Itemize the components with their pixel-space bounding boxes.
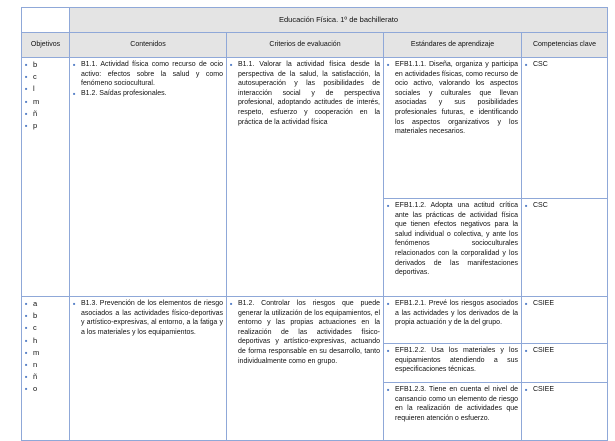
objetivos-cell xyxy=(22,58,70,297)
contenidos-cell xyxy=(70,297,227,441)
competencia-list xyxy=(525,346,604,356)
criterio-list xyxy=(230,60,380,127)
list-item: ■ B1.3. Prevención de los elementos de riesgo asociados a las actividades físico-deportivas y artístico-expresivas, al entorno, a la fatiga y a los materiales y los equipamientos. xyxy=(73,299,223,337)
list-item: ■ h xyxy=(25,336,66,346)
competencia-list xyxy=(525,299,604,309)
competencia-text: ■ CSIEE xyxy=(525,299,604,309)
list-item: ■ o xyxy=(25,384,66,394)
list-item: ■ c xyxy=(25,323,66,333)
criterio-text: ■ B1.1. Valorar la actividad física desde la perspectiva de la salud, la satisfacción, la autosuperación y las posibilidades de interacción social y de perspectiva profesional, adoptando actitudes de interés, respeto, esfuerzo y cooperación en la práctica de la actividad física xyxy=(230,60,380,127)
competencia-text: ■ CSC xyxy=(525,60,604,70)
competencia-list xyxy=(525,385,604,395)
list-item: ■ p xyxy=(25,121,66,131)
competencia-cell xyxy=(522,297,608,344)
estandar-cell xyxy=(384,344,522,383)
criterio-cell xyxy=(227,58,384,297)
objetivos-cell xyxy=(22,297,70,441)
criterio-cell xyxy=(227,297,384,441)
list-item: ■ B1.1. Actividad física como recurso de ocio activo: efectos sobre la salud y como fenómeno sociocultural. xyxy=(73,60,223,89)
header-objetivos: Objetivos xyxy=(22,33,70,58)
contenidos-list xyxy=(73,60,223,98)
list-item: ■ b xyxy=(25,60,66,70)
objetivos-list xyxy=(25,60,66,131)
estandar-cell xyxy=(384,58,522,199)
estandar-list xyxy=(387,385,518,423)
estandar-text: ■ EFB1.2.2. Usa los materiales y los equipamientos atendiendo a sus especificaciones técnicas. xyxy=(387,346,518,375)
table-row xyxy=(22,58,608,199)
table-row xyxy=(22,297,608,344)
list-item: ■ ñ xyxy=(25,109,66,119)
criterio-text: ■ B1.2. Controlar los riesgos que puede generar la utilización de los equipamientos, el entorno y las propias actuaciones en la realización de las actividades físico-deportivas y artístico-expresivas, actuando de forma responsable en su desarrollo, tanto individualmente como en grupo. xyxy=(230,299,380,366)
empty-corner-cell xyxy=(22,8,70,33)
competencia-cell xyxy=(522,199,608,297)
estandar-cell xyxy=(384,199,522,297)
competencia-cell xyxy=(522,58,608,199)
estandar-list xyxy=(387,299,518,328)
competencia-text: ■ CSC xyxy=(525,201,604,211)
estandar-text: ■ EFB1.1.1. Diseña, organiza y participa en actividades físicas, como recurso de ocio activo, valorando los aspectos sociales y culturales que llevan asociadas y sus posibilidades profesionales futuras, e identificando los aspectos organizativos y los materiales necesarios. xyxy=(387,60,518,137)
estandar-text: ■ EFB1.2.3. Tiene en cuenta el nivel de cansancio como un elemento de riesgo en la realización de actividades que requieren atención o esfuerzo. xyxy=(387,385,518,423)
competencia-list xyxy=(525,60,604,70)
list-item: ■ ñ xyxy=(25,372,66,382)
contenidos-cell xyxy=(70,58,227,297)
list-item: ■ l xyxy=(25,84,66,94)
list-item: ■ c xyxy=(25,72,66,82)
estandar-list xyxy=(387,346,518,375)
contenidos-list xyxy=(73,299,223,337)
header-contenidos: Contenidos xyxy=(70,33,227,58)
header-criterios: Criterios de evaluación xyxy=(227,33,384,58)
estandar-cell xyxy=(384,383,522,441)
estandar-list xyxy=(387,201,518,278)
list-item: ■ n xyxy=(25,360,66,370)
curriculum-table-wrapper xyxy=(21,7,608,441)
competencia-text: ■ CSIEE xyxy=(525,385,604,395)
list-item: ■ m xyxy=(25,97,66,107)
objetivos-list xyxy=(25,299,66,394)
competencia-text: ■ CSIEE xyxy=(525,346,604,356)
estandar-text: ■ EFB1.2.1. Prevé los riesgos asociados a las actividades y los derivados de la propia actuación y de la del grupo. xyxy=(387,299,518,328)
competencia-cell xyxy=(522,383,608,441)
list-item: ■ B1.2. Saídas profesionales. xyxy=(73,89,223,99)
list-item: ■ b xyxy=(25,311,66,321)
curriculum-table xyxy=(21,7,608,441)
table-title: Educación Física. 1º de bachillerato xyxy=(70,8,608,33)
estandar-cell xyxy=(384,297,522,344)
competencia-cell xyxy=(522,344,608,383)
estandar-text: ■ EFB1.1.2. Adopta una actitud crítica ante las prácticas de actividad física que tienen efectos negativos para la salud individual o colectiva, y ante los fenómenos socioculturales relacionados con la corporalidad y los derivados de las manifestaciones deportivas. xyxy=(387,201,518,278)
criterio-list xyxy=(230,299,380,366)
estandar-list xyxy=(387,60,518,137)
header-competencias: Competencias clave xyxy=(522,33,608,58)
list-item: ■ m xyxy=(25,348,66,358)
header-estandares: Estándares de aprendizaje xyxy=(384,33,522,58)
list-item: ■ a xyxy=(25,299,66,309)
competencia-list xyxy=(525,201,604,211)
